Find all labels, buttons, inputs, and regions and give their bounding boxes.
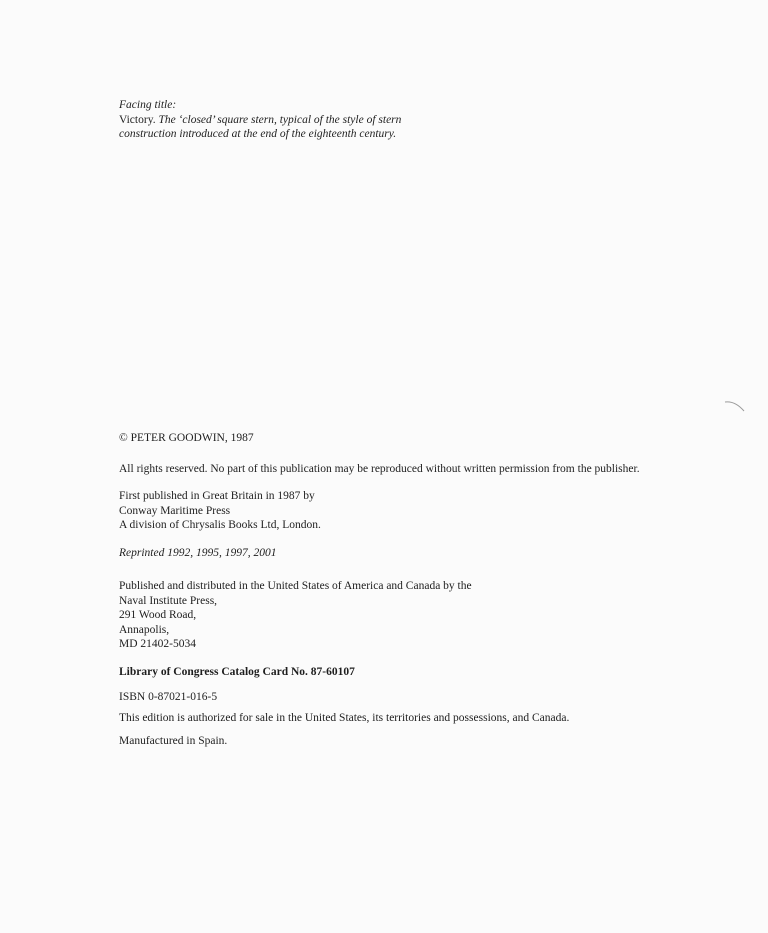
facing-title-caption-line-1 <box>119 113 401 128</box>
publication-info <box>119 489 321 533</box>
publication-line-3: A division of Chrysalis Books Ltd, London. <box>119 519 321 531</box>
scan-mark <box>724 398 746 414</box>
distribution-line-2: Naval Institute Press, <box>119 594 218 607</box>
facing-title-caption <box>119 98 401 142</box>
sale-notice: This edition is authorized for sale in the United States, its territories and possessions, and Canada. <box>119 712 570 724</box>
publication-line-1: First published in Great Britain in 1987 by <box>119 490 315 502</box>
publication-line-2: Conway Maritime Press <box>119 504 231 517</box>
caption-text-1: The ‘closed’ square stern, typical of the style of stern <box>158 113 402 126</box>
ship-name: Victory. <box>119 113 156 126</box>
caption-text-2: construction introduced at the end of the eighteenth century. <box>119 128 397 140</box>
facing-title-label: Facing title: <box>119 99 177 111</box>
copyright-notice: © PETER GOODWIN, 1987 <box>119 432 254 444</box>
distribution-line-1: Published and distributed in the United States of America and Canada by the <box>119 580 472 592</box>
rights-statement: All rights reserved. No part of this publication may be reproduced without written permission from the publisher. <box>119 463 640 475</box>
isbn: ISBN 0-87021-016-5 <box>119 691 218 703</box>
distribution-line-3: 291 Wood Road, <box>119 609 197 621</box>
distribution-line-4: Annapolis, <box>119 623 170 636</box>
manufacture-notice: Manufactured in Spain. <box>119 735 228 747</box>
reprint-history: Reprinted 1992, 1995, 1997, 2001 <box>119 547 277 559</box>
distribution-line-5: MD 21402-5034 <box>119 638 196 650</box>
catalog-card-number: Library of Congress Catalog Card No. 87-60107 <box>119 666 355 678</box>
distribution-info <box>119 579 472 652</box>
